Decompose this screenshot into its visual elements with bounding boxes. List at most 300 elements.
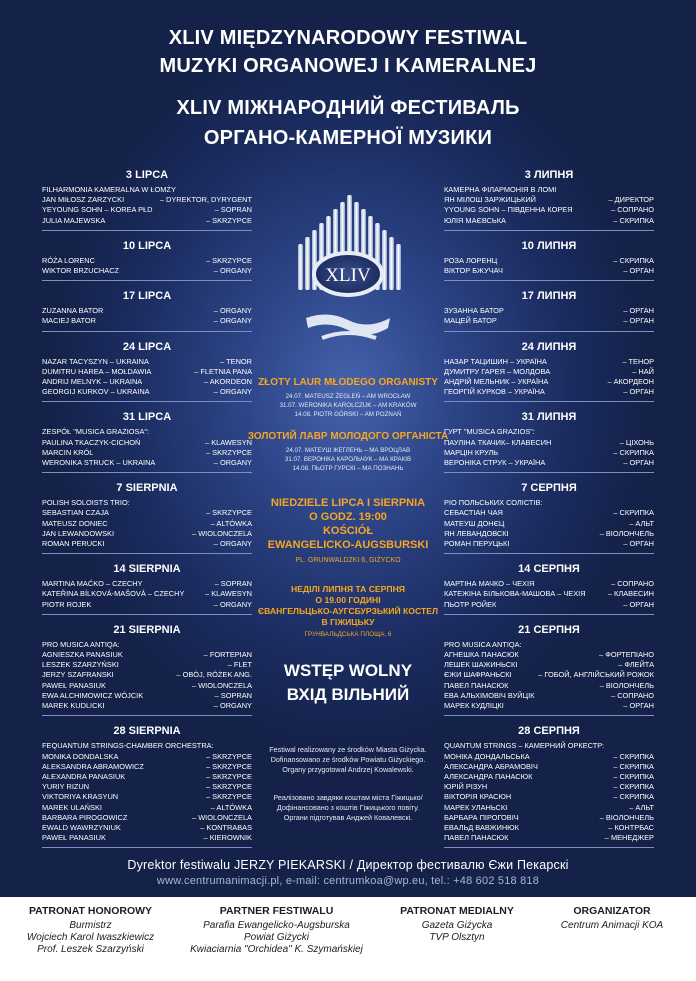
concert-date: 28 SIERPNIA	[113, 725, 181, 738]
performer-row	[42, 205, 252, 215]
performer-name: ЮЛІЯ МАЄВСЬКА	[444, 215, 506, 225]
performer-role: – KLAWESYN	[205, 589, 252, 599]
performer-row	[444, 316, 654, 326]
performer-role: – OBÓJ, RÓŻEK ANG.	[176, 670, 252, 680]
performer-name: ВІКТОРІЯ КРАСЮН	[444, 792, 512, 802]
performer-row	[42, 772, 252, 782]
performer-name: YEYOUNG SOHN – KOREA PŁD	[42, 205, 153, 215]
performer-row	[42, 387, 252, 397]
footer-item: TVP Olsztyn	[429, 932, 485, 943]
performer-name: ДУМИТРУ ГАРЕЯ – МОЛДОВА	[444, 366, 551, 376]
venue-ua-line: О 19.00 ГОДИНІ	[315, 595, 381, 605]
performer-role: – ORGANY	[213, 458, 252, 468]
performer-role: – ОРГАН	[623, 701, 654, 711]
performer-row	[42, 792, 252, 802]
performer-role: – ГОБОЙ, АНГЛІЙСЬКИЙ РОЖОК	[538, 670, 654, 680]
performer-role: – SKRZYPCE	[205, 782, 252, 792]
performer-role: – ДИРЕКТОР	[608, 195, 654, 205]
performer-name: АЛЕКСАНДРА ПАНАСЮК	[444, 771, 533, 781]
performer-name: ВЕРОНІКА СТРУК – УКРАЇНА	[444, 458, 546, 468]
concert-block	[42, 623, 252, 716]
performer-row	[444, 195, 654, 205]
concert-date: 7 СЕРПНЯ	[521, 482, 577, 495]
performer-row	[444, 367, 654, 377]
concert-block	[444, 481, 654, 554]
venue-ua-address: ГРУНВАЛЬДСЬКА ПЛОЩА, 6	[304, 631, 392, 638]
performer-role: – AKORDEON	[203, 377, 252, 387]
concert-block	[42, 239, 252, 281]
performer-role: – АЛЬТ	[629, 802, 654, 812]
performer-role: – СОПРАНО	[611, 690, 654, 700]
performer-row	[444, 448, 654, 458]
organ-pipe	[298, 244, 303, 290]
organ-pipe	[305, 237, 310, 290]
performer-name: СЕБАСТІАН ЧАЯ	[444, 508, 503, 518]
performer-row	[42, 508, 252, 518]
performer-role: – КЛАВЕСИН	[607, 589, 654, 599]
performer-role: – СКРИПКА	[613, 508, 654, 518]
performer-row	[444, 792, 654, 802]
performer-name: SEBASTIAN CZAJA	[42, 508, 109, 518]
performer-name: ПАВЕЛ ПАНАСЮК	[444, 680, 509, 690]
performer-row	[444, 306, 654, 316]
performer-name: KATEŘINA BÍLKOVÁ-MAŠOVÁ – CZECHY	[42, 589, 185, 599]
performer-role: – КОНТРБАС	[608, 822, 654, 832]
venue-ua-line: НЕДІЛІ ЛИПНЯ ТА СЕРПНЯ	[291, 584, 405, 594]
performer-name: ЛЕШЕК ШАЖИНЬСКІ	[444, 660, 518, 670]
concert-date: 10 LIPCA	[122, 239, 172, 252]
concert-block	[444, 168, 654, 231]
concert-date: 28 СЕРПНЯ	[518, 725, 580, 738]
performer-name: MACIEJ BATOR	[42, 316, 96, 326]
performer-name: ПЬОТР РОЙЕК	[444, 599, 497, 609]
venue-pl	[232, 496, 464, 552]
performer-name: BARBARA PIROGOWICZ	[42, 812, 128, 822]
performer-name: ANDRIJ MELNYK – UKRAINA	[42, 377, 143, 387]
performer-role: – ORGANY	[213, 306, 252, 316]
performer-role: – СКРИПКА	[613, 792, 654, 802]
performer-name: ЕВАЛЬД ВАВЖИНЮК	[444, 822, 519, 832]
performer-name: JAN MIŁOSZ ZARZYCKI	[42, 195, 125, 205]
performer-name: MATEUSZ DONIEC	[42, 518, 108, 528]
concert-block	[444, 289, 654, 331]
performer-name: МАТЕУШ ДОНЄЦ	[444, 518, 505, 528]
concert-block	[42, 562, 252, 615]
free-entry-ua: ВХІД ВІЛЬНИЙ	[286, 685, 410, 704]
performer-name: КАТЕЖІНА БІЛЬКОВА-МАШОВА – ЧЕХІЯ	[444, 589, 586, 599]
performer-row	[444, 256, 654, 266]
performer-row	[42, 762, 252, 772]
performer-role: – KONTRABAS	[200, 822, 252, 832]
performer-role: – TENOR	[220, 356, 252, 366]
performer-role: – ТЕНОР	[622, 356, 654, 366]
footer-item: Powiat Giżycki	[243, 932, 309, 943]
performer-name: АГНЕШКА ПАНАСЮК	[444, 650, 519, 660]
performer-row	[444, 589, 654, 599]
laur-pl-title: ZŁOTY LAUR MŁODEGO ORGANISTY	[258, 377, 438, 388]
performer-role: – WIOLONCZELA	[192, 528, 252, 538]
performer-role: – FLET	[227, 660, 252, 670]
footer-item: Parafia Ewangelicko-Augsburska	[203, 920, 350, 931]
performer-row	[42, 216, 252, 226]
performer-name: MAREK ULAŃSKI	[42, 802, 102, 812]
performer-row	[42, 458, 252, 468]
concert-date: 24 LIPCA	[122, 340, 172, 353]
performer-role: – СКРИПКА	[613, 215, 654, 225]
performer-row	[444, 752, 654, 762]
performer-role: – СКРИПКА	[613, 771, 654, 781]
performer-role: – WIOLONCZELA	[192, 680, 252, 690]
performer-name: ЮРІЙ РІЗУН	[444, 782, 488, 792]
performer-role: – ОРГАН	[623, 458, 654, 468]
title-pl-line1: XLIV MIĘDZYNARODOWY FESTIWAL	[168, 27, 528, 49]
performer-name: AGNIESZKA PANASIUK	[42, 650, 123, 660]
performer-role: – ORGANY	[213, 599, 252, 609]
performer-row	[42, 670, 252, 680]
concert-date: 3 LIPCA	[125, 169, 169, 181]
funding-pl-line: Festiwal realizowany ze środków Miasta Giżycka.	[269, 745, 427, 754]
footer-title: ORGANIZATOR	[573, 905, 651, 917]
performer-name: АНДРІЙ МЕЛЬНИК – УКРАЇНА	[444, 377, 549, 387]
performer-row	[42, 813, 252, 823]
performer-row	[444, 205, 654, 215]
performer-row	[42, 600, 252, 610]
performer-role: – ОРГАН	[623, 316, 654, 326]
venue-pl-line: O GODZ. 19:00	[309, 511, 387, 523]
performer-row	[42, 589, 252, 599]
performer-row	[42, 782, 252, 792]
performer-role: – ОРГАН	[623, 266, 654, 276]
funding-ua	[232, 793, 464, 823]
performer-name: ALEXANDRA PANASIUK	[42, 771, 126, 781]
laur-pl-line: 31.07. WERONIKA KAROLCZUK – AM KRAKÓW	[279, 402, 417, 409]
ensemble-heading: FILHARMONIA KAMERALNA W ŁOMŻY	[42, 185, 176, 194]
performer-role: – СКРИПКА	[613, 447, 654, 457]
performer-name: PIOTR ROJEK	[42, 599, 92, 609]
performer-row	[444, 438, 654, 448]
performer-role: – ORGANY	[213, 316, 252, 326]
ensemble-heading: КАМЕРНА ФІЛАРМОНІЯ В ЛОМІ	[444, 185, 557, 194]
footer-item: Prof. Leszek Szarzyński	[37, 944, 144, 955]
performer-row	[42, 803, 252, 813]
concert-block	[444, 340, 654, 403]
footer-item: Gazeta Giżycka	[421, 920, 493, 931]
concert-block	[444, 724, 654, 848]
performer-row	[444, 458, 654, 468]
performer-name: WIKTOR BRZUCHACZ	[42, 266, 120, 276]
concert-block	[42, 724, 252, 848]
performer-role: – WIOLONCZELA	[192, 812, 252, 822]
performer-row	[444, 539, 654, 549]
performer-role: – ВІОЛОНЧЕЛЬ	[599, 812, 654, 822]
performer-role: – СКРИПКА	[613, 761, 654, 771]
concert-block	[444, 239, 654, 281]
performer-name: НАЗАР ТАЦИШИН – УКРАЇНА	[444, 356, 547, 366]
performer-role: – ORGANY	[213, 701, 252, 711]
performer-role: – SKRZYPCE	[205, 447, 252, 457]
laur-ua-line: 31.07. ВЕРОНІКА КАРОЛЬЧУК – МА КРАКІВ	[284, 456, 412, 463]
performer-name: МАРЦІН КРУЛЬ	[444, 447, 499, 457]
performer-role: – SKRZYPCE	[205, 771, 252, 781]
performer-row	[42, 691, 252, 701]
performer-role: – SKRZYPCE	[205, 255, 252, 265]
performer-role: – ALTÓWKA	[210, 518, 252, 528]
performer-row	[42, 833, 252, 843]
performer-name: АЛЕКСАНДРА АБРАМОВІЧ	[444, 761, 538, 771]
performer-role: – SOPRAN	[214, 205, 252, 215]
performer-row	[444, 529, 654, 539]
venue-ua	[232, 584, 464, 628]
performer-row	[444, 600, 654, 610]
laur-pl-line: 24.07. MATEUSZ ŻEGLEŃ – AM WROCŁAW	[285, 393, 411, 400]
performer-name: PAWEŁ PANASIUK	[42, 680, 106, 690]
performer-name: ALEKSANDRA ABRAMOWICZ	[42, 761, 144, 771]
performer-role: – ФЛЕЙТА	[618, 660, 654, 670]
organ-pipe	[389, 237, 394, 290]
performer-role: – АКОРДЕОН	[607, 377, 654, 387]
performer-role: – SKRZYPCE	[205, 215, 252, 225]
performer-row	[444, 701, 654, 711]
performer-role: – SOPRAN	[214, 579, 252, 589]
venue-pl-address: PL. GRUNWALDZKI 6, GIŻYCKO	[295, 557, 401, 564]
performer-name: PAULINA TKACZYK-CICHOŃ	[42, 437, 141, 447]
concert-block	[42, 289, 252, 331]
performer-role: – ВІОЛОНЧЕЛЬ	[599, 528, 654, 538]
performer-name: PAWEŁ PANASIUK	[42, 833, 106, 843]
performer-row	[42, 650, 252, 660]
concert-date: 14 SIERPNIA	[113, 563, 181, 576]
performer-name: MONIKA DONDALSKA	[42, 751, 119, 761]
performer-role: – DYREKTOR, DYRYGENT	[159, 195, 252, 205]
performer-role: – МЕНЕДЖЕР	[604, 833, 654, 843]
performer-row	[444, 670, 654, 680]
performer-row	[444, 266, 654, 276]
performer-row	[444, 357, 654, 367]
performer-name: GEORGIJ KURKOV – UKRAINA	[42, 387, 150, 397]
festival-logo-icon	[288, 178, 408, 363]
performer-name: ROMAN PERUCKI	[42, 539, 105, 549]
ensemble-heading: QUANTUM STRINGS – КАМЕРНИЙ ОРКЕСТР:	[444, 741, 605, 751]
laur-ua-title: ЗОЛОТИЙ ЛАВР МОЛОДОГО ОРГАНІСТА	[247, 431, 449, 442]
performer-row	[42, 529, 252, 539]
performer-name: БАРБАРА ПІРОГОВІЧ	[444, 812, 519, 822]
footer-patrons	[0, 897, 696, 981]
title-ua-line2: ОРГАНО-КАМЕРНОЇ МУЗИКИ	[203, 127, 493, 149]
organ-pipe	[382, 230, 387, 290]
performer-role: – ОРГАН	[623, 539, 654, 549]
performer-name: ЄЖИ ШАФРАНЬСКІ	[444, 670, 512, 680]
performer-name: JULIA MAJEWSKA	[42, 215, 106, 225]
performer-name: МОНІКА ДОНДАЛЬСЬКА	[444, 751, 530, 761]
performer-role: – SKRZYPCE	[205, 751, 252, 761]
performer-name: LESZEK SZARZYŃSKI	[42, 660, 119, 670]
performer-name: DUMITRU HAREA – MOŁDAWIA	[42, 366, 152, 376]
performer-role: – НАЙ	[632, 366, 654, 376]
performer-name: РОМАН ПЕРУЦЬКІ	[444, 539, 510, 549]
performer-role: – ВІОЛОНЧЕЛЬ	[599, 680, 654, 690]
laur-pl-list	[232, 392, 464, 419]
performer-row	[42, 701, 252, 711]
performer-row	[444, 650, 654, 660]
performer-row	[42, 539, 252, 549]
ensemble-heading: ZESPÓŁ "MUSICA GRAZIOSA":	[42, 427, 150, 437]
performer-name: МАРЕК КУДЛІЦКІ	[444, 701, 504, 711]
organ-pipe	[396, 244, 401, 290]
concert-date: 7 SIERPNIA	[116, 482, 178, 495]
performer-row	[444, 387, 654, 397]
performer-role: – АЛЬТ	[629, 518, 654, 528]
footer-item: Kwiaciarnia "Orchidea" K. Szymańskiej	[190, 944, 363, 955]
performer-role: – SKRZYPCE	[205, 792, 252, 802]
performer-name: ЗУЗАННА БАТОР	[444, 306, 504, 316]
funding-ua-line: Органи підготував Анджей Ковалевскі.	[283, 813, 413, 822]
performer-name: JAN LEWANDOWSKI	[42, 528, 114, 538]
performer-name: ЯН МІЛОШ ЗАРЖИЦЬКИЙ	[444, 195, 536, 205]
title-ua-line1: XLIV МІЖНАРОДНИЙ ФЕСТИВАЛЬ	[176, 97, 520, 119]
footer-media	[382, 905, 532, 944]
footer-title: PARTNER FESTIWALU	[219, 905, 334, 917]
performer-row	[444, 377, 654, 387]
performer-role: – СКРИПКА	[613, 751, 654, 761]
venue-pl-line: KOŚCIÓŁ	[322, 525, 374, 537]
performer-name: МАЦЕЙ БАТОР	[444, 316, 497, 326]
director-line: Dyrektor festiwalu JERZY PIEKARSKI / Директор фестивалю Єжи Пекарскі	[127, 858, 569, 872]
laur-ua-line: 14.08. ПЬОТР ГУРСКІ – МА ПОЗНАНЬ	[292, 465, 404, 472]
ensemble-heading: POLISH SOLOISTS TRIO:	[42, 498, 130, 508]
concert-block	[444, 562, 654, 615]
footer-item: Burmistrz	[69, 920, 112, 931]
concert-date: 24 ЛИПНЯ	[521, 340, 577, 353]
performer-name: NAZAR TACYSZYN – UKRAINA	[42, 356, 149, 366]
performer-name: МАРЕК УЛАНЬСКІ	[444, 802, 508, 812]
performer-role: – FORTEPIAN	[203, 650, 252, 660]
free-entry-pl: WSTĘP WOLNY	[283, 661, 413, 680]
performer-row	[444, 681, 654, 691]
performer-role: – СОПРАНО	[611, 205, 654, 215]
funding-pl-line: Dofinansowano ze środków Powiatu Giżyckiego.	[270, 755, 426, 764]
performer-row	[42, 448, 252, 458]
performer-role: – KIEROWNIK	[203, 833, 252, 843]
performer-name: ГЕОРГІЙ КУРКОВ – УКРАЇНА	[444, 387, 545, 397]
performer-name: ВІКТОР БЖУЧАЧ	[444, 266, 503, 276]
contact-line: www.centrumanimacji.pl, e-mail: centrumkoa@wp.eu, tel.: +48 602 518 818	[156, 875, 540, 887]
performer-name: MARTINA MAĆKO – CZECHY	[42, 579, 143, 589]
performer-row	[42, 357, 252, 367]
performer-row	[42, 377, 252, 387]
performer-row	[42, 367, 252, 377]
concert-block	[42, 340, 252, 403]
performer-row	[42, 519, 252, 529]
laur-pl-line: 14.08. PIOTR GÓRSKI – AM POZNAŃ	[294, 411, 402, 418]
performer-row	[42, 316, 252, 326]
performer-row	[42, 195, 252, 205]
performer-role: – FLETNIA PANA	[194, 366, 252, 376]
performer-role: – СКРИПКА	[613, 255, 654, 265]
performer-name: EWA ALCHIMOWICZ WÓJCIK	[42, 690, 144, 700]
performer-row	[42, 752, 252, 762]
performer-row	[444, 691, 654, 701]
funding-pl-line: Organy przygotował Andrzej Kowalewski.	[282, 765, 414, 774]
laur-ua-list	[232, 446, 464, 473]
performer-role: – СОПРАНО	[611, 579, 654, 589]
concert-date: 10 ЛИПНЯ	[521, 239, 577, 252]
performer-name: YYOUNG SOHN – ПІВДЕННА КОРЕЯ	[444, 205, 573, 215]
performer-row	[444, 833, 654, 843]
logo-text: XLIV	[325, 265, 371, 286]
performer-row	[444, 813, 654, 823]
performer-name: МАРТІНА МАЧКО – ЧЕХІЯ	[444, 579, 535, 589]
performer-role: – SKRZYPCE	[205, 508, 252, 518]
funding-ua-line: Дофінансовано з коштів Гіжицького повіту.	[276, 803, 420, 812]
performer-name: JERZY SZAFRANSKI	[42, 670, 114, 680]
performer-row	[444, 782, 654, 792]
performer-name: RÓŻA LORENC	[42, 255, 95, 265]
performer-name: ЯН ЛЕВАНДОВСКІ	[444, 528, 509, 538]
performer-row	[444, 803, 654, 813]
performer-name: WERONIKA STRUCK – UKRAINA	[42, 458, 156, 468]
performer-name: ПАУЛІНА ТКАЧИК– КЛАВЕСИН	[444, 437, 552, 447]
performer-row	[42, 823, 252, 833]
footer-organizer	[536, 905, 688, 932]
performer-role: – ORGANY	[213, 266, 252, 276]
concert-date: 17 ЛИПНЯ	[521, 290, 577, 303]
performer-name: РОЗА ЛОРЕНЦ	[444, 255, 498, 265]
venue-pl-line: EWANGELICKO-AUGSBURSKI	[267, 539, 429, 551]
ensemble-heading: FEQUANTUM STRINGS-CHAMBER ORCHESTRA:	[42, 741, 214, 751]
laur-ua-line: 24.07. МАТЕУШ ЖЕГЛЕНЬ – МА ВРОЦЛАВ	[285, 447, 411, 454]
performer-row	[444, 660, 654, 670]
funding-pl	[232, 745, 464, 775]
performer-name: EWALD WAWRZYNIUK	[42, 822, 121, 832]
concert-block	[444, 410, 654, 473]
performer-row	[444, 762, 654, 772]
performer-row	[42, 266, 252, 276]
performer-row	[42, 256, 252, 266]
performer-role: – SOPRAN	[214, 690, 252, 700]
performer-name: YURIY RIZUN	[42, 782, 90, 792]
concert-block	[42, 168, 252, 231]
ensemble-heading: РІО ПОЛЬСЬКИХ СОЛІСТІВ:	[444, 498, 543, 508]
performer-role: – ОРГАН	[623, 599, 654, 609]
performer-name: VIKTORIYA KRASYUN	[42, 792, 119, 802]
performer-row	[42, 579, 252, 589]
performer-role: – ФОРТЕПІАНО	[599, 650, 654, 660]
title-pl-line2: MUZYKI ORGANOWEJ I KAMERALNEJ	[159, 55, 537, 77]
concert-date: 14 СЕРПНЯ	[518, 563, 580, 576]
concert-date: 31 ЛИПНЯ	[521, 411, 577, 424]
ensemble-heading: PRO MUSICA ANTIQA:	[444, 639, 522, 649]
performer-name: MAREK KUDLICKI	[42, 701, 105, 711]
performer-role: – ЦІХОНЬ	[619, 437, 654, 447]
venue-ua-line: ЄВАНГЕЛЬЦЬКО-АУГСБУРЗЬКИЙ КОСТЕЛ	[258, 606, 438, 616]
performer-name: ПАВЕЛ ПАНАСЮК	[444, 833, 509, 843]
performer-name: ZUZANNA BATOR	[42, 306, 104, 316]
ensemble-heading: ГУРТ "MUSICA GRAZIOS":	[444, 427, 535, 437]
performer-name: MARCIN KRÓL	[42, 447, 94, 457]
performer-role: – ORGANY	[213, 387, 252, 397]
performer-row	[444, 216, 654, 226]
concert-date: 31 LIPCA	[122, 411, 172, 424]
program-ukrainian	[444, 168, 654, 856]
funding-ua-line: Реалізовано завдяки коштам міста Гіжицько/	[273, 793, 423, 802]
performer-role: – ОРГАН	[623, 387, 654, 397]
performer-name: ЕВА АЛЬХІМОВІЧ ВУЙЦІК	[444, 690, 535, 700]
performer-role: – SKRZYPCE	[205, 761, 252, 771]
performer-row	[444, 508, 654, 518]
concert-date: 21 СЕРПНЯ	[518, 623, 580, 636]
performer-row	[444, 579, 654, 589]
venue-ua-line: В ГІЖИЦЬКУ	[321, 617, 375, 627]
